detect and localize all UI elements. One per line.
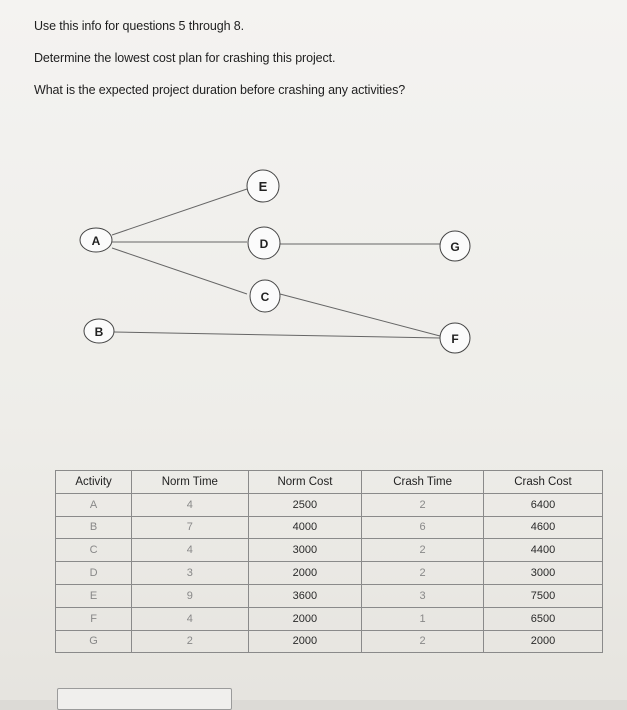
cell-crash-time: 2 xyxy=(362,493,484,516)
col-header-crash-time: Crash Time xyxy=(362,471,484,494)
cell-norm-cost: 2000 xyxy=(248,630,362,653)
cell-activity: D xyxy=(56,562,132,585)
node-c xyxy=(250,280,280,312)
node-label-e: E xyxy=(258,179,268,194)
node-d xyxy=(248,227,280,259)
cell-crash-time: 1 xyxy=(362,607,484,630)
cell-norm-cost: 2000 xyxy=(248,562,362,585)
table-row xyxy=(56,539,603,562)
node-f xyxy=(440,323,470,353)
cell-norm-cost: 2000 xyxy=(248,607,362,630)
cell-crash-time: 2 xyxy=(362,630,484,653)
cell-activity: A xyxy=(56,493,132,516)
cell-norm-time: 9 xyxy=(132,584,248,607)
cell-crash-cost: 4600 xyxy=(483,516,602,539)
col-header-norm-cost: Norm Cost xyxy=(248,471,362,494)
cell-crash-cost: 2000 xyxy=(483,630,602,653)
cell-crash-cost: 6400 xyxy=(483,493,602,516)
answer-input-box[interactable] xyxy=(57,688,232,710)
table-row xyxy=(56,516,603,539)
cell-norm-cost: 3600 xyxy=(248,584,362,607)
cell-norm-time: 7 xyxy=(132,516,248,539)
instruction-line-2: Determine the lowest cost plan for crashing this project. xyxy=(34,51,336,65)
cell-crash-cost: 4400 xyxy=(483,539,602,562)
cell-crash-time: 3 xyxy=(362,584,484,607)
node-label-b: B xyxy=(94,325,104,339)
col-header-activity: Activity xyxy=(56,471,132,494)
table-row xyxy=(56,630,603,653)
cell-crash-cost: 7500 xyxy=(483,584,602,607)
cell-activity: E xyxy=(56,584,132,607)
table-header-row xyxy=(56,471,603,494)
cell-crash-time: 2 xyxy=(362,539,484,562)
node-a xyxy=(80,228,112,252)
node-label-f: F xyxy=(451,332,459,346)
cell-activity: B xyxy=(56,516,132,539)
cell-crash-time: 2 xyxy=(362,562,484,585)
edge-b-f xyxy=(114,332,440,338)
cell-norm-time: 4 xyxy=(132,607,248,630)
col-header-norm-time: Norm Time xyxy=(132,471,248,494)
cell-norm-time: 4 xyxy=(132,539,248,562)
cell-norm-time: 4 xyxy=(132,493,248,516)
col-header-crash-cost: Crash Cost xyxy=(483,471,602,494)
activity-table xyxy=(55,470,603,653)
node-label-g: G xyxy=(450,240,460,254)
edge-a-e xyxy=(112,189,247,235)
edge-c-f xyxy=(280,294,440,336)
instruction-line-3: What is the expected project duration before crashing any activities? xyxy=(34,83,406,97)
cell-norm-cost: 2500 xyxy=(248,493,362,516)
cell-norm-time: 3 xyxy=(132,562,248,585)
cell-norm-cost: 3000 xyxy=(248,539,362,562)
instruction-line-1: Use this info for questions 5 through 8. xyxy=(34,19,245,33)
node-b xyxy=(84,319,114,343)
table-row xyxy=(56,584,603,607)
project-network-diagram xyxy=(0,160,627,360)
cell-crash-time: 6 xyxy=(362,516,484,539)
node-g xyxy=(440,231,470,261)
cell-activity: F xyxy=(56,607,132,630)
node-label-c: C xyxy=(260,290,270,304)
edge-a-c xyxy=(112,248,247,294)
cell-activity: C xyxy=(56,539,132,562)
table-row xyxy=(56,493,603,516)
node-label-d: D xyxy=(259,237,269,251)
node-e xyxy=(247,170,279,202)
cell-norm-cost: 4000 xyxy=(248,516,362,539)
cell-norm-time: 2 xyxy=(132,630,248,653)
cell-activity: G xyxy=(56,630,132,653)
node-label-a: A xyxy=(91,234,101,248)
table-row xyxy=(56,607,603,630)
table-row xyxy=(56,562,603,585)
cell-crash-cost: 6500 xyxy=(483,607,602,630)
cell-crash-cost: 3000 xyxy=(483,562,602,585)
